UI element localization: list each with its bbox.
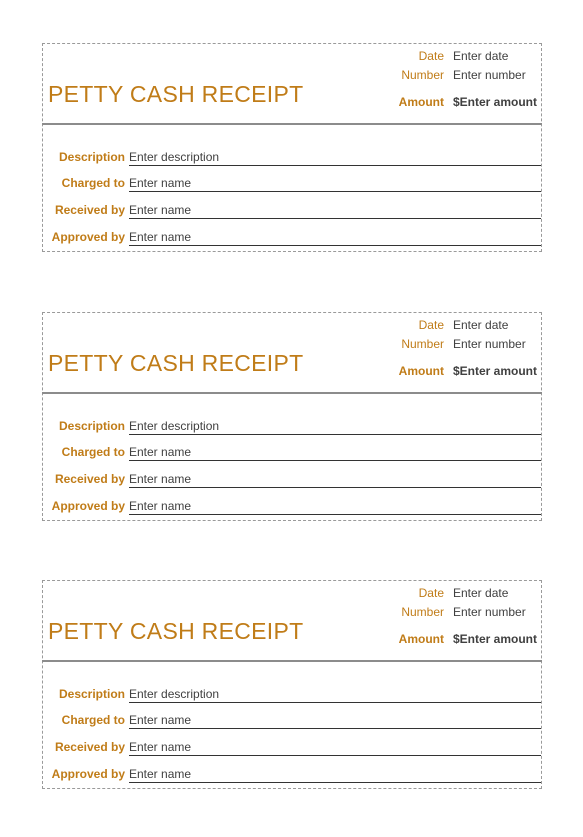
receipt-2 [42,312,542,521]
date-field[interactable]: Enter date [453,318,509,332]
date-field[interactable]: Enter date [453,49,509,63]
date-label: Date [418,49,444,63]
number-field[interactable]: Enter number [453,337,526,351]
date-field[interactable]: Enter date [453,586,509,600]
approved-by-field[interactable]: Enter name [129,230,541,246]
header-divider [42,660,542,662]
charged-to-field[interactable]: Enter name [129,713,541,729]
receipt-title: PETTY CASH RECEIPT [48,350,304,376]
received-by-field[interactable]: Enter name [129,203,541,219]
header-divider [42,123,542,125]
received-by-field[interactable]: Enter name [129,472,541,488]
approved-by-label: Approved by [51,499,125,513]
date-label: Date [418,586,444,600]
receipt-1 [42,43,542,252]
number-label: Number [401,68,444,82]
amount-field[interactable]: $Enter amount [453,632,538,646]
description-field[interactable]: Enter description [129,419,541,435]
amount-label: Amount [398,95,444,109]
approved-by-label: Approved by [51,767,125,781]
receipt-title: PETTY CASH RECEIPT [48,81,304,107]
approved-by-label: Approved by [51,230,125,244]
receipt-title: PETTY CASH RECEIPT [48,618,304,644]
charged-to-label: Charged to [61,713,125,727]
number-label: Number [401,337,444,351]
number-field[interactable]: Enter number [453,68,526,82]
number-label: Number [401,605,444,619]
amount-field[interactable]: $Enter amount [453,95,538,109]
amount-label: Amount [398,364,444,378]
charged-to-label: Charged to [61,176,125,190]
receipt-3 [42,580,542,789]
received-by-label: Received by [54,472,125,486]
received-by-label: Received by [54,740,125,754]
description-field[interactable]: Enter description [129,687,541,703]
charged-to-field[interactable]: Enter name [129,445,541,461]
received-by-label: Received by [54,203,125,217]
number-field[interactable]: Enter number [453,605,526,619]
charged-to-label: Charged to [61,445,125,459]
description-field[interactable]: Enter description [129,150,541,166]
amount-field[interactable]: $Enter amount [453,364,538,378]
date-label: Date [418,318,444,332]
amount-label: Amount [398,632,444,646]
received-by-field[interactable]: Enter name [129,740,541,756]
description-label: Description [58,419,125,433]
description-label: Description [58,687,125,701]
approved-by-field[interactable]: Enter name [129,499,541,515]
header-divider [42,392,542,394]
approved-by-field[interactable]: Enter name [129,767,541,783]
description-label: Description [58,150,125,164]
charged-to-field[interactable]: Enter name [129,176,541,192]
